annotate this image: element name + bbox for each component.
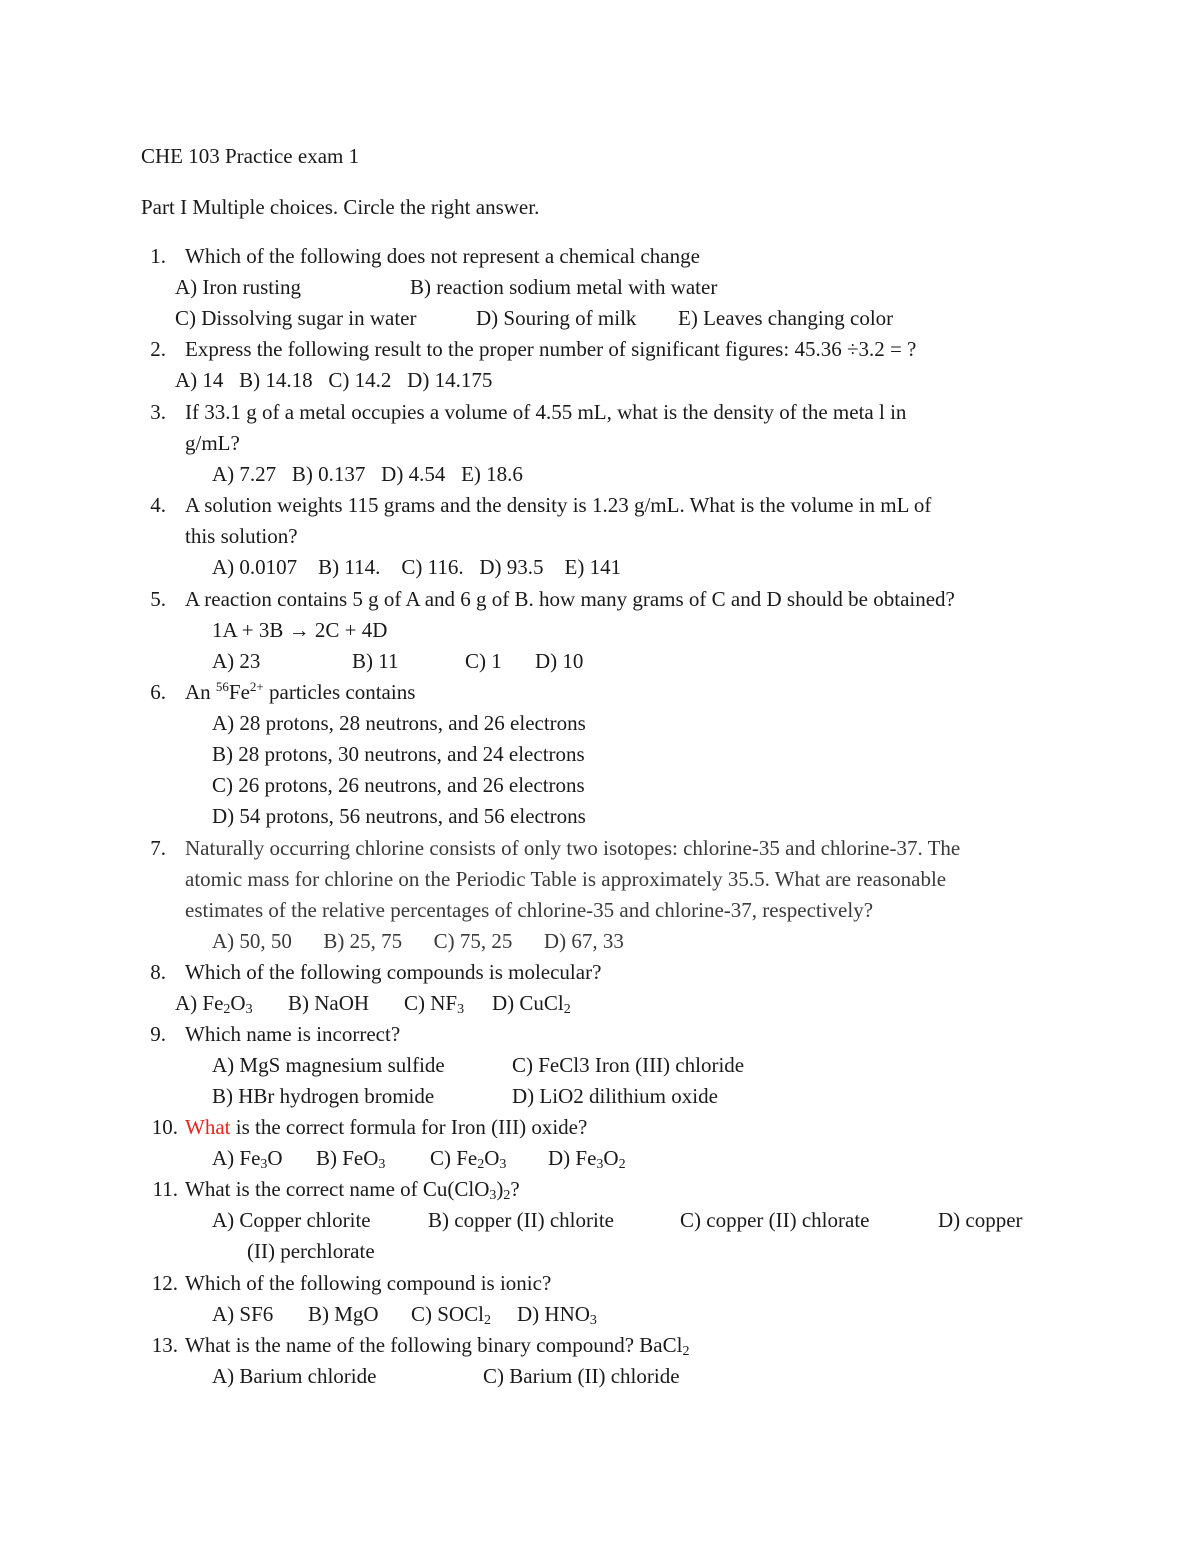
instructions: Part I Multiple choices. Circle the right answer. <box>141 195 540 219</box>
ion-charge: 2+ <box>249 679 264 694</box>
option: C) 26 protons, 26 neutrons, and 26 electrons <box>212 773 585 797</box>
option: D) copper <box>938 1208 1023 1232</box>
question-number: 12. <box>151 1271 178 1295</box>
option <box>548 1143 626 1177</box>
text-fragment: An <box>185 680 211 704</box>
option: A) Barium chloride <box>212 1364 377 1388</box>
option: B) 28 protons, 30 neutrons, and 24 electrons <box>212 742 585 766</box>
text-fragment: What is the name of the following binary compound? BaCl <box>185 1333 683 1357</box>
question-number: 2. <box>150 337 166 361</box>
text-fragment: C) NF <box>404 991 458 1015</box>
option: A) 28 protons, 28 neutrons, and 26 electrons <box>212 711 586 735</box>
question-text: A reaction contains 5 g of A and 6 g of B. how many grams of C and D should be obtained? <box>185 587 955 611</box>
text-fragment: O <box>484 1146 500 1170</box>
text-fragment: B) FeO <box>316 1146 379 1170</box>
question-number: 5. <box>150 587 166 611</box>
text-fragment: is the correct formula for Iron (III) oxide? <box>235 1115 588 1139</box>
question-number: 6. <box>150 680 166 704</box>
question-number: 3. <box>150 400 166 424</box>
text-fragment: ) <box>496 1177 504 1201</box>
question-text: g/mL? <box>185 431 240 455</box>
text-fragment: What is the correct name of Cu(ClO <box>185 1177 490 1201</box>
question-number: 11. <box>152 1177 178 1201</box>
question-text: estimates of the relative percentages of chlorine-35 and chlorine-37, respectively? <box>185 898 874 922</box>
text-fragment: particles contains <box>269 680 416 704</box>
subscript: 3 <box>378 1157 386 1172</box>
subscript: 2 <box>618 1157 626 1172</box>
option: E) Leaves changing color <box>678 306 894 330</box>
option: C) FeCl3 Iron (III) chloride <box>512 1053 745 1077</box>
text-fragment: O <box>267 1146 283 1170</box>
text-fragment: O <box>230 991 246 1015</box>
mass-number: 56 <box>215 679 229 694</box>
question-text: Express the following result to the proper number of significant figures: 45.36 ÷3.2 = ? <box>185 337 917 361</box>
option: B) NaOH <box>288 991 370 1015</box>
question-text: this solution? <box>185 524 298 548</box>
element-symbol: Fe <box>228 680 250 704</box>
text-fragment: D) Fe <box>548 1146 597 1170</box>
subscript: 3 <box>499 1157 507 1172</box>
subscript: 3 <box>260 1157 268 1172</box>
question-number: 13. <box>151 1333 178 1357</box>
option: D) 54 protons, 56 neutrons, and 56 electrons <box>212 804 586 828</box>
option <box>175 988 253 1022</box>
text-fragment: O <box>603 1146 619 1170</box>
text-fragment: D) HNO <box>517 1302 590 1326</box>
option: C) 1 <box>465 649 502 673</box>
question-text: Which of the following compound is ionic? <box>185 1271 552 1295</box>
question-number: 8. <box>150 960 166 984</box>
option: B) reaction sodium metal with water <box>410 275 718 299</box>
highlighted-word: What <box>185 1115 231 1139</box>
question-text: If 33.1 g of a metal occupies a volume of 4.55 mL, what is the density of the meta l in <box>185 400 907 424</box>
option: B) 11 <box>352 649 399 673</box>
question-number: 4. <box>150 493 166 517</box>
option-line: A) 7.27 B) 0.137 D) 4.54 E) 18.6 <box>212 462 523 486</box>
subscript: 2 <box>477 1157 485 1172</box>
option-line: A) 50, 50 B) 25, 75 C) 75, 25 D) 67, 33 <box>212 929 624 953</box>
option <box>492 988 571 1022</box>
question-number: 1. <box>150 244 166 268</box>
option: B) HBr hydrogen bromide <box>212 1084 435 1108</box>
question-number: 9. <box>150 1022 166 1046</box>
option <box>430 1143 506 1177</box>
text-fragment: C) SOCl <box>411 1302 484 1326</box>
subscript: 3 <box>245 1002 253 1017</box>
option: A) 23 <box>212 649 261 673</box>
option: D) 10 <box>535 649 584 673</box>
option-line: A) 0.0107 B) 114. C) 116. D) 93.5 E) 141 <box>212 555 622 579</box>
option: A) MgS magnesium sulfide <box>212 1053 445 1077</box>
question-text: A solution weights 115 grams and the density is 1.23 g/mL. What is the volume in mL of <box>185 493 932 517</box>
option <box>212 1143 283 1177</box>
option: C) Dissolving sugar in water <box>175 306 417 330</box>
option <box>316 1143 385 1177</box>
subscript: 2 <box>223 1002 231 1017</box>
subscript: 2 <box>503 1188 511 1203</box>
subscript: 2 <box>483 1313 491 1328</box>
option: D) Souring of milk <box>476 306 637 330</box>
equation: 1A + 3B → 2C + 4D <box>212 618 388 642</box>
question-text: atomic mass for chlorine on the Periodic Table is approximately 35.5. What are reasonable <box>185 867 947 891</box>
subscript: 3 <box>596 1157 604 1172</box>
subscript: 2 <box>563 1002 571 1017</box>
text-fragment: A) Fe <box>175 991 224 1015</box>
question-text <box>185 1330 689 1364</box>
text-fragment: A) Fe <box>212 1146 261 1170</box>
exam-title: CHE 103 Practice exam 1 <box>141 144 360 168</box>
question-text: Naturally occurring chlorine consists of only two isotopes: chlorine-35 and chlorine-37. The <box>185 836 961 860</box>
option <box>517 1299 597 1333</box>
text-fragment: ? <box>510 1177 520 1201</box>
question-text <box>185 677 415 710</box>
subscript: 3 <box>489 1188 497 1203</box>
subscript: 2 <box>682 1344 690 1359</box>
option-continuation: (II) perchlorate <box>247 1239 375 1263</box>
option: B) copper (II) chlorite <box>428 1208 614 1232</box>
option: B) MgO <box>308 1302 379 1326</box>
question-text: Which of the following does not represent a chemical change <box>185 244 700 268</box>
option: A) Copper chlorite <box>212 1208 371 1232</box>
text-fragment: C) Fe <box>430 1146 478 1170</box>
question-number: 10. <box>151 1115 178 1139</box>
subscript: 3 <box>457 1002 465 1017</box>
question-text <box>185 1174 520 1208</box>
question-text <box>185 1112 587 1143</box>
option-line: A) 14 B) 14.18 C) 14.2 D) 14.175 <box>175 368 493 392</box>
option: C) Barium (II) chloride <box>483 1364 680 1388</box>
option: A) Iron rusting <box>175 275 301 299</box>
option <box>411 1299 491 1333</box>
option <box>404 988 464 1022</box>
option: C) copper (II) chlorate <box>680 1208 870 1232</box>
subscript: 3 <box>589 1313 597 1328</box>
text-fragment: D) CuCl <box>492 991 564 1015</box>
option: A) SF6 <box>212 1302 274 1326</box>
question-text: Which name is incorrect? <box>185 1022 401 1046</box>
question-text: Which of the following compounds is molecular? <box>185 960 602 984</box>
question-number: 7. <box>150 836 166 860</box>
option: D) LiO2 dilithium oxide <box>512 1084 718 1108</box>
